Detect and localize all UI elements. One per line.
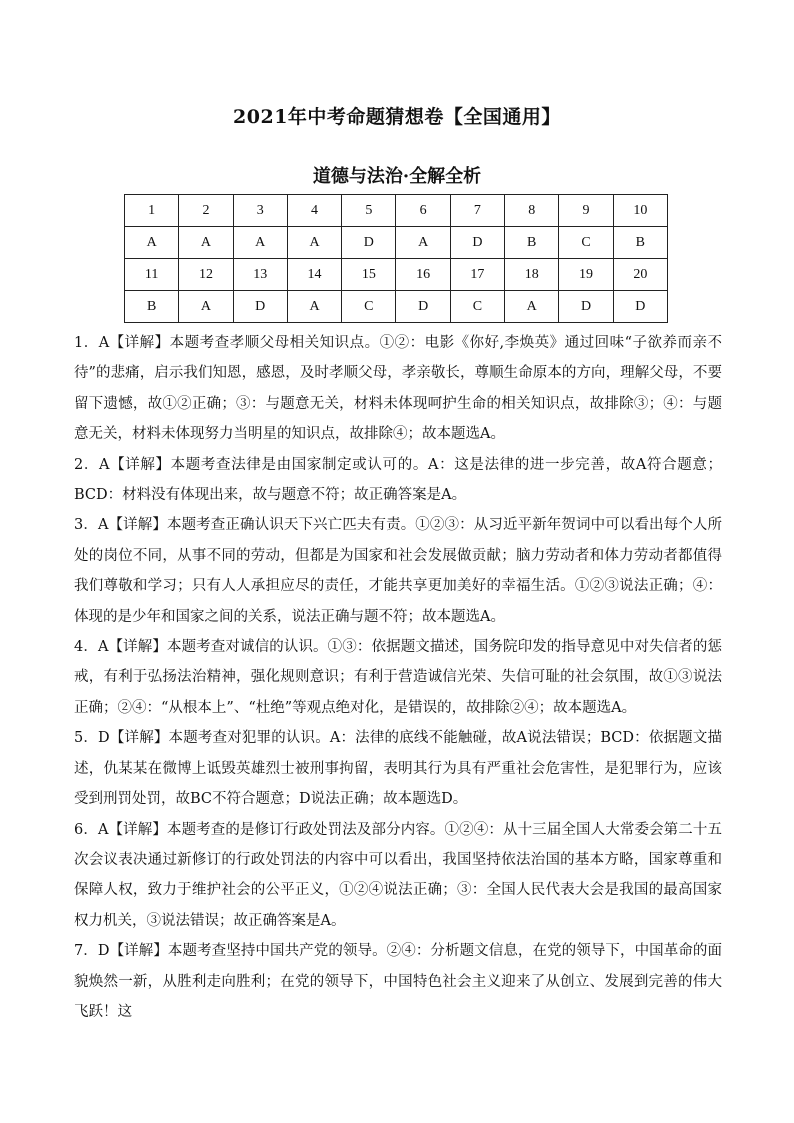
answer-cell: A: [179, 291, 233, 323]
answer-cell: B: [125, 291, 179, 323]
answer-cell: B: [505, 227, 559, 259]
question-number-cell: 2: [179, 195, 233, 227]
answer-row: [125, 227, 668, 259]
question-number-cell: 17: [450, 259, 504, 291]
question-number-cell: 1: [125, 195, 179, 227]
explanation-paragraph: 7．D【详解】本题考查坚持中国共产党的领导。②④：分析题文信息，在党的领导下，中国革命的面貌焕然一新，从胜利走向胜利；在党的领导下，中国特色社会主义迎来了从创立、发展到完善的伟大飞跃！这: [74, 943, 722, 1020]
answer-cell: C: [450, 291, 504, 323]
answer-cell: A: [505, 291, 559, 323]
answer-cell: C: [559, 227, 613, 259]
explanations-section: [74, 328, 722, 1027]
answer-cell: B: [613, 227, 667, 259]
answer-cell: C: [342, 291, 396, 323]
answer-cell: D: [559, 291, 613, 323]
document-subtitle: 道德与法治·全解全析: [312, 166, 482, 187]
answer-row: [125, 291, 668, 323]
question-number-cell: 19: [559, 259, 613, 291]
question-number-cell: 16: [396, 259, 450, 291]
question-number-cell: 10: [613, 195, 667, 227]
question-number-cell: 5: [342, 195, 396, 227]
question-number-cell: 18: [505, 259, 559, 291]
question-number-cell: 8: [505, 195, 559, 227]
question-number-cell: 4: [287, 195, 341, 227]
answer-cell: A: [287, 227, 341, 259]
answer-cell: D: [342, 227, 396, 259]
question-number-cell: 11: [125, 259, 179, 291]
explanation-paragraph: 6．A【详解】本题考查的是修订行政处罚法及部分内容。①②④：从十三届全国人大常委会第二十五次会议表决通过新修订的行政处罚法的内容中可以看出，我国坚持依法治国的基本方略，国家尊重和保障人权，致力于维护社会的公平正义，①②④说法正确；③：全国人民代表大会是我国的最高国家权力机关，③说法错误；故正确答案是A。: [74, 821, 722, 929]
answer-cell: A: [125, 227, 179, 259]
answer-cell: A: [179, 227, 233, 259]
explanation-paragraph: 1．A【详解】本题考查孝顺父母相关知识点。①②：电影《你好,李焕英》通过回味“子欲养而亲不待”的悲痛，启示我们知恩，感恩，及时孝顺父母，孝亲敬长，尊顺生命原本的方向，理解父母，不要留下遗憾，故①②正确；③：与题意无关，材料未体现呵护生命的相关知识点，故排除③；④：与题意无关，材料未体现努力当明星的知识点，故排除④；故本题选A。: [74, 335, 722, 443]
question-number-row: [125, 195, 668, 227]
question-number-cell: 14: [287, 259, 341, 291]
answer-cell: A: [287, 291, 341, 323]
explanation-paragraph: 5．D【详解】本题考查对犯罪的认识。A：法律的底线不能触碰，故A说法错误；BCD：依据题文描述，仇某某在微博上诋毁英雄烈士被刑事拘留，表明其行为具有严重社会危害性，是犯罪行为，应该受到刑罚处罚，故BC不符合题意；D说法正确；故本题选D。: [74, 730, 722, 808]
answer-cell: A: [233, 227, 287, 259]
question-number-cell: 12: [179, 259, 233, 291]
answer-cell: D: [613, 291, 667, 323]
question-number-cell: 9: [559, 195, 613, 227]
question-number-cell: 15: [342, 259, 396, 291]
document-title: 2021年中考命题猜想卷【全国通用】: [233, 106, 561, 128]
question-number-row: [125, 259, 668, 291]
answer-cell: D: [396, 291, 450, 323]
answer-key-table: [124, 194, 668, 323]
answer-cell: A: [396, 227, 450, 259]
explanation-paragraph: 2．A【详解】本题考查法律是由国家制定或认可的。A：这是法律的进一步完善，故A符合题意；BCD：材料没有体现出来，故与题意不符；故正确答案是A。: [74, 456, 722, 504]
question-number-cell: 6: [396, 195, 450, 227]
answer-cell: D: [233, 291, 287, 323]
explanation-paragraph: 4．A【详解】本题考查对诚信的认识。①③：依据题文描述，国务院印发的指导意见中对失信者的惩戒，有利于弘扬法治精神，强化规则意识；有利于营造诚信光荣、失信可耻的社会氛围，故①③说法正确；②④：“从根本上”、“杜绝”等观点绝对化，是错误的，故排除②④；故本题选A。: [74, 639, 722, 716]
explanation-paragraph: 3．A【详解】本题考查正确认识天下兴亡匹夫有责。①②③：从习近平新年贺词中可以看出每个人所处的岗位不同，从事不同的劳动，但都是为国家和社会发展做贡献；脑力劳动者和体力劳动者都值得我们尊敬和学习；只有人人承担应尽的责任，才能共享更加美好的幸福生活。①②③说法正确；④：体现的是少年和国家之间的关系，说法正确与题不符；故本题选A。: [74, 517, 722, 625]
question-number-cell: 3: [233, 195, 287, 227]
answer-cell: D: [450, 227, 504, 259]
question-number-cell: 13: [233, 259, 287, 291]
question-number-cell: 7: [450, 195, 504, 227]
question-number-cell: 20: [613, 259, 667, 291]
